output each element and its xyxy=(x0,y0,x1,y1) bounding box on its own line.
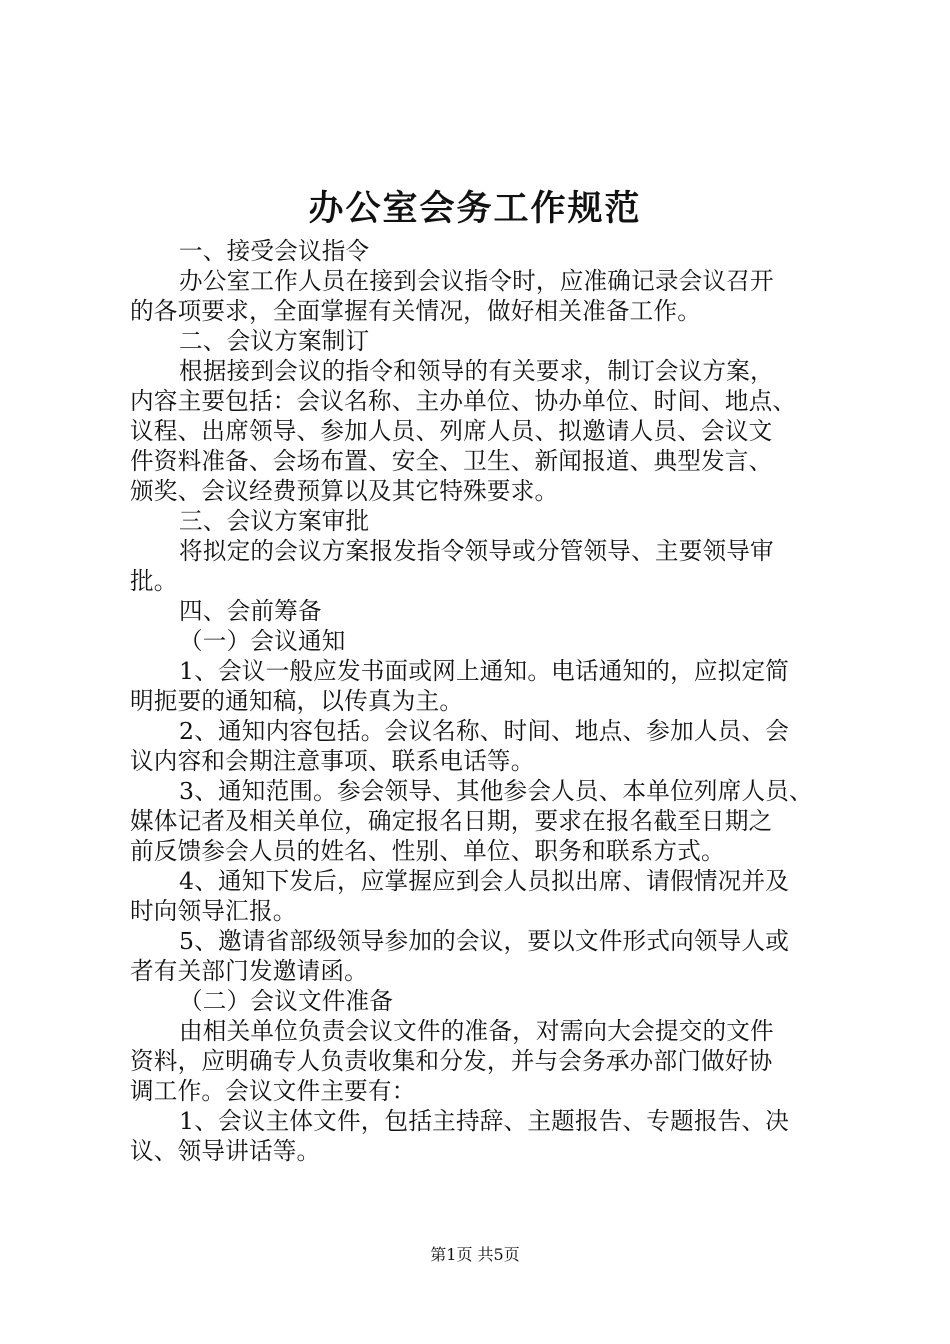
text-line: 内容主要包括：会议名称、主办单位、协办单位、时间、地点、 xyxy=(130,387,797,415)
text-line: 办公室工作人员在接到会议指令时，应准确记录会议召开 xyxy=(179,267,774,295)
text-line: 1、会议主体文件，包括主持辞、主题报告、专题报告、决 xyxy=(179,1107,790,1135)
text-line: 由相关单位负责会议文件的准备，对需向大会提交的文件 xyxy=(179,1017,774,1045)
text-line: 媒体记者及相关单位，确定报名日期，要求在报名截至日期之 xyxy=(130,807,773,835)
text-line: 时向领导汇报。 xyxy=(130,897,297,925)
document-title: 办公室会务工作规范 xyxy=(308,188,642,229)
text-line: 调工作。会议文件主要有： xyxy=(130,1077,416,1105)
text-line: 根据接到会议的指令和领导的有关要求，制订会议方案， xyxy=(179,357,774,385)
text-line: 颁奖、会议经费预算以及其它特殊要求。 xyxy=(130,477,559,505)
text-line: 议程、出席领导、参加人员、列席人员、拟邀请人员、会议文 xyxy=(130,417,773,445)
text-line: 明扼要的通知稿，以传真为主。 xyxy=(130,687,464,715)
text-line: （一）会议通知 xyxy=(179,627,346,655)
text-line: 3、通知范围。参会领导、其他参会人员、本单位列席人员、 xyxy=(179,777,813,805)
text-line: 一、接受会议指令 xyxy=(179,237,370,265)
text-line: 四、会前筹备 xyxy=(179,597,322,625)
text-line: 2、通知内容包括。会议名称、时间、地点、参加人员、会 xyxy=(179,717,790,745)
text-line: 前反馈参会人员的姓名、性别、单位、职务和联系方式。 xyxy=(130,837,725,865)
text-line: 议、领导讲话等。 xyxy=(130,1137,321,1165)
text-line: 三、会议方案审批 xyxy=(179,507,370,535)
page-footer: 第1页 共5页 xyxy=(430,1245,520,1264)
text-line: 的各项要求，全面掌握有关情况，做好相关准备工作。 xyxy=(130,297,702,325)
text-line: 将拟定的会议方案报发指令领导或分管领导、主要领导审 xyxy=(179,537,774,565)
text-line: 4、通知下发后，应掌握应到会人员拟出席、请假情况并及 xyxy=(179,867,790,895)
text-line: （二）会议文件准备 xyxy=(179,987,394,1015)
document-body xyxy=(130,236,830,1166)
text-line: 者有关部门发邀请函。 xyxy=(130,957,368,985)
text-line: 资料，应明确专人负责收集和分发，并与会务承办部门做好协 xyxy=(130,1047,773,1075)
text-line: 二、会议方案制订 xyxy=(179,327,370,355)
text-line: 5、邀请省部级领导参加的会议，要以文件形式向领导人或 xyxy=(179,927,790,955)
text-line: 批。 xyxy=(130,567,178,595)
text-line: 1、会议一般应发书面或网上通知。电话通知的，应拟定简 xyxy=(179,657,790,685)
text-line: 件资料准备、会场布置、安全、卫生、新闻报道、典型发言、 xyxy=(130,447,773,475)
text-line: 议内容和会期注意事项、联系电话等。 xyxy=(130,747,535,775)
